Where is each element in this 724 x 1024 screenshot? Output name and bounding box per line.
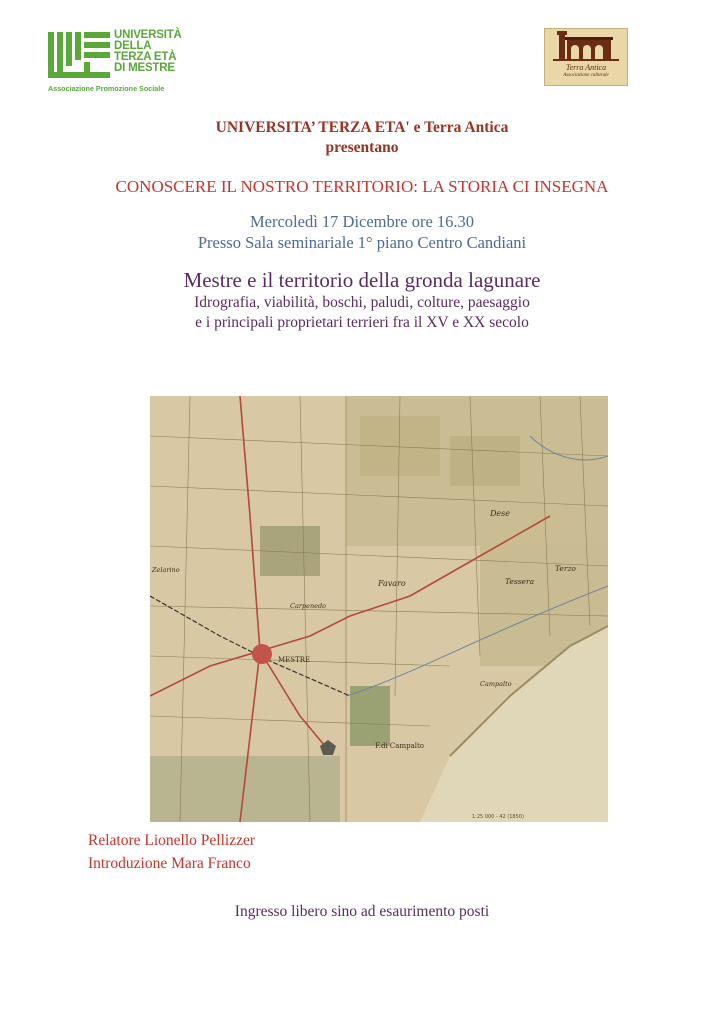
admission-line: Ingresso libero sino ad esaurimento posti (234, 903, 490, 920)
talk-subtitle-line-2: e i principali proprietari terrieri fra il XV e XX secolo (195, 314, 529, 331)
building-icon (545, 29, 627, 63)
ute-logo-mark-icon (48, 32, 110, 86)
organizers-line: UNIVERSITA’ TERZA ETA' e Terra Antica (215, 119, 509, 136)
map-label-favaro: Favaro (378, 579, 406, 588)
ute-line-1: UNIVERSITÀ (114, 29, 182, 41)
ute-line-2: DELLA (114, 40, 152, 52)
terra-antica-logo (544, 28, 628, 86)
map-label-tessera: Tessera (505, 577, 535, 586)
map-label-forte-campalto: F.di Campalto (375, 742, 425, 750)
introduction-line: Introduzione Mara Franco (88, 855, 251, 872)
ute-logo (48, 30, 198, 94)
event-venue: Presso Sala seminariale 1° piano Centro Candiani (197, 233, 527, 252)
historic-map-image (150, 396, 608, 822)
ute-logo-text (114, 30, 182, 74)
series-title: CONOSCERE IL NOSTRO TERRITORIO: LA STORIA CI INSEGNA (115, 177, 609, 196)
terra-antica-title: Terra Antica (565, 63, 607, 72)
talk-subtitle-line-1: Idrografia, viabilità, boschi, paludi, colture, paesaggio (194, 294, 530, 311)
event-date-time: Mercoledì 17 Dicembre ore 16.30 (249, 212, 475, 231)
map-scale-label: 1:25 000 - 42 (1850) (472, 814, 524, 820)
terra-antica-subtitle: Associazione culturale (563, 73, 609, 78)
map-label-carpenedo: Carpenedo (290, 602, 327, 610)
talk-title: Mestre e il territorio della gronda lagunare (183, 268, 541, 292)
map-label-campalto: Campalto (480, 680, 512, 688)
presents-line: presentano (325, 139, 399, 156)
map-label-dese: Dese (490, 509, 510, 518)
ute-association: Associazione Promozione Sociale (48, 84, 165, 93)
map-label-mestre: MESTRE (278, 656, 311, 664)
ute-line-4: DI MESTRE (114, 62, 175, 74)
map-label-zelarino: Zelarino (152, 566, 180, 574)
speaker-line: Relatore Lionello Pellizzer (88, 832, 255, 849)
map-label-terzo: Terzo (555, 564, 576, 573)
ute-line-3: TERZA ETÀ (114, 51, 177, 63)
